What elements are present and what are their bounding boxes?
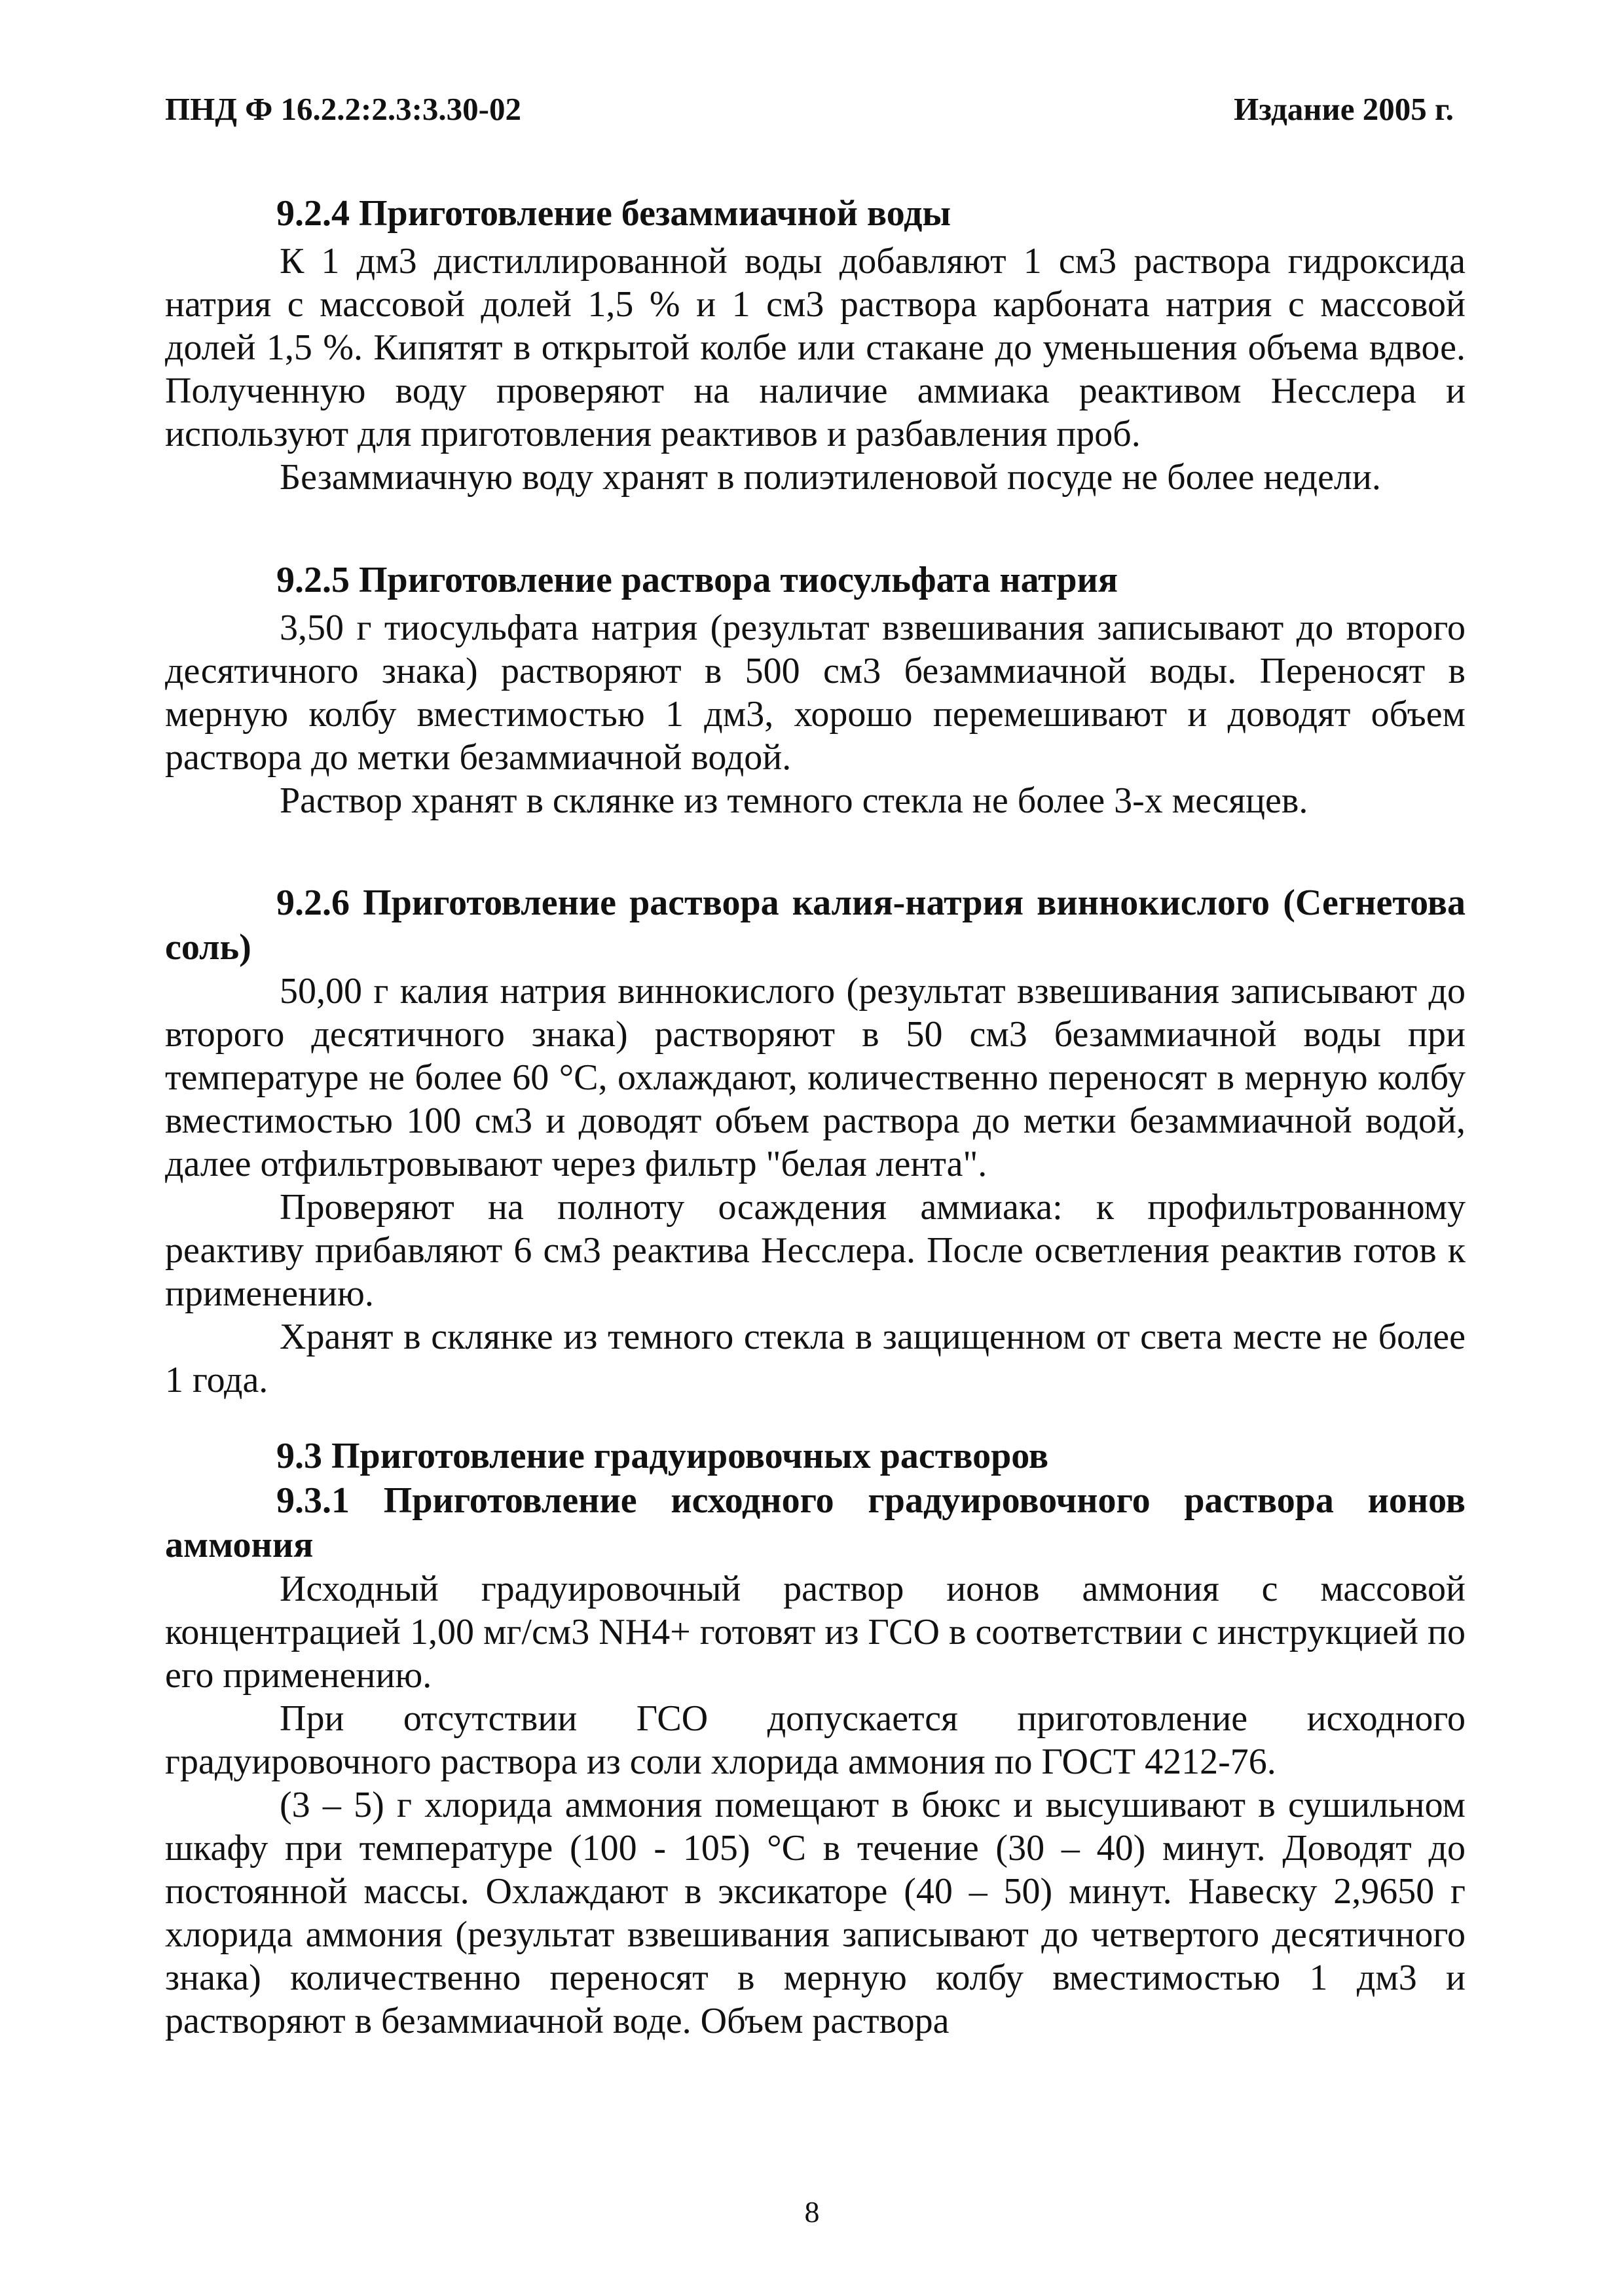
paragraph: 50,00 г калия натрия виннокислого (результат взвешивания записывают до второго десятичного знака) растворяют в 50 см3 безаммиачной воды при температуре не более 60 °С, охлаждают, количественно переносят в мерную колбу вместимостью 100 см3 и доводят объем раствора до метки безаммиачной водой, далее отфильтровывают через фильтр "белая лента". (165, 971, 1466, 1184)
subsection-title: 9.3.1 Приготовление исходного градуировочного раствора ионов аммония (165, 1480, 1466, 1565)
page-number: 8 (804, 2195, 820, 2229)
paragraph: 3,50 г тиосульфата натрия (результат взвешивания записывают до второго десятичного знака) растворяют в 500 см3 безаммиачной воды. Переносят в мерную колбу вместимостью 1 дм3, хорошо перемешивают и доводят объем раствора до метки безаммиачной водой. (165, 608, 1466, 778)
paragraph: Исходный градуировочный раствор ионов аммония с массовой концентрацией 1,00 мг/см3 NH4+ готовят из ГСО в соответствии с инструкцией по его применению. (165, 1569, 1466, 1696)
section-9-2-5 (165, 558, 1466, 822)
section-title: 9.2.5 Приготовление раствора тиосульфата натрия (276, 560, 1118, 600)
section-title: 9.2.6 Приготовление раствора калия-натрия виннокислого (Сегнетова соль) (165, 883, 1466, 968)
paragraph: При отсутствии ГСО допускается приготовление исходного градуировочного раствора из соли хлорида аммония по ГОСТ 4212-76. (165, 1698, 1466, 1782)
edition-label: Издание 2005 г. (1234, 91, 1454, 127)
paragraph: Раствор хранят в склянке из темного стекла не более 3-х месяцев. (280, 780, 1308, 821)
paragraph: Безаммиачную воду хранят в полиэтиленовой посуде не более недели. (280, 457, 1381, 498)
document-code: ПНД Ф 16.2.2:2.3:3.30-02 (165, 91, 521, 127)
section-title: 9.2.4 Приготовление безаммиачной воды (276, 193, 951, 234)
paragraph: К 1 дм3 дистиллированной воды добавляют 1 см3 раствора гидроксида натрия с массовой долей 1,5 % и 1 см3 раствора карбоната натрия с массовой долей 1,5 %. Кипятят в открытой колбе или стакане до уменьшения объема вдвое. Полученную воду проверяют на наличие аммиака реактивом Несслера и используют для приготовления реактивов и разбавления проб. (165, 241, 1466, 454)
section-title: 9.3 Приготовление градуировочных растворов (276, 1436, 1049, 1476)
paragraph: (3 – 5) г хлорида аммония помещают в бюкс и высушивают в сушильном шкафу при температуре (100 - 105) °С в течение (30 – 40) минут. Доводят до постоянной массы. Охлаждают в эксикаторе (40 – 50) минут. Навеску 2,9650 г хлорида аммония (результат взвешивания записывают до четвертого десятичного знака) количественно переносят в мерную колбу вместимостью 1 дм3 и растворяют в безаммиачной воде. Объем раствора (165, 1785, 1466, 2041)
paragraph: Проверяют на полноту осаждения аммиака: к профильтрованному реактиву прибавляют 6 см3 реактива Несслера. После осветления реактив готов к применению. (165, 1187, 1466, 1314)
paragraph: Хранят в склянке из темного стекла в защищенном от света месте не более 1 года. (165, 1317, 1466, 1400)
section-9-2-4 (165, 191, 1466, 499)
section-9-3 (165, 1434, 1466, 2043)
section-9-2-6 (165, 881, 1466, 1402)
